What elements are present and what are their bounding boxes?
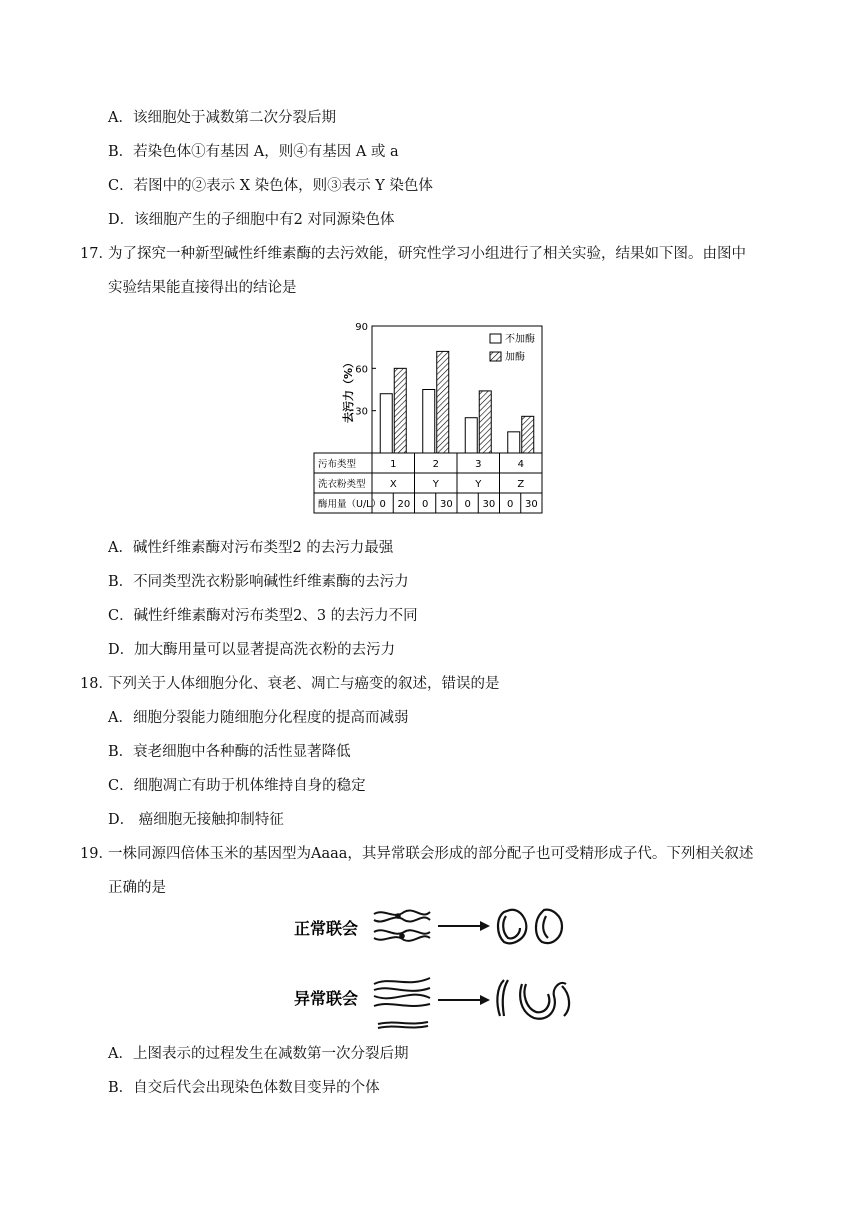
abnormal-synapsis-label: 异常联会	[294, 989, 359, 1008]
table-row-header: 洗衣粉类型	[318, 479, 366, 490]
table-cell: Z	[517, 479, 525, 490]
q19-figure-svg	[290, 900, 590, 1030]
table-row-header: 污布类型	[318, 459, 357, 470]
q16-option-a: A．该细胞处于减数第二次分裂后期	[108, 110, 336, 126]
abnormal-arrow-icon	[438, 995, 490, 1005]
q16-option-d: D．该细胞产生的子细胞中有2 对同源染色体	[108, 212, 395, 228]
q17-option-b: B．不同类型洗衣粉影响碱性纤维素酶的去污力	[108, 574, 409, 590]
table-cell: 2	[432, 459, 439, 470]
table-cell: X	[389, 479, 397, 490]
q17-chart-svg	[312, 318, 548, 518]
q16-option-b: B．若染色体①有基因 A，则④有基因 A 或 a	[108, 144, 399, 160]
table-cell: 0	[464, 499, 471, 510]
table-cell: Y	[432, 479, 439, 490]
q19-number: 19．	[80, 846, 113, 862]
legend-label-enzyme: 加酶	[505, 352, 525, 363]
legend-label-no-enzyme: 不加酶	[505, 334, 535, 345]
q19-option-b: B．自交后代会出现染色体数目变异的个体	[108, 1080, 380, 1096]
normal-chromosomes-drawing	[374, 910, 430, 940]
legend	[490, 332, 535, 363]
q18-number: 18．	[80, 676, 113, 692]
q19-stem-line1: 一株同源四倍体玉米的基因型为Aaaa，其异常联会形成的部分配子也可受精形成子代。下列相关叙述	[108, 846, 754, 862]
q19-stem-line2: 正确的是	[108, 880, 166, 896]
table-cell: Y	[475, 479, 482, 490]
y-tick-label: 30	[355, 406, 368, 418]
table-cell: 30	[482, 499, 496, 510]
q18-option-c: C．细胞凋亡有助于机体维持自身的稳定	[108, 778, 366, 794]
bar-enzyme	[479, 391, 491, 453]
abnormal-chromosomes-drawing	[374, 978, 430, 1028]
y-tick-label: 90	[355, 322, 368, 333]
table-cell: 3	[475, 459, 482, 470]
q18-option-d: D． 癌细胞无接触抑制特征	[108, 812, 284, 828]
table-cell: 30	[525, 499, 538, 510]
q17-table	[314, 453, 542, 513]
table-cell: 30	[440, 499, 453, 510]
q19-figure	[290, 900, 590, 1034]
q18-option-a: A．细胞分裂能力随细胞分化程度的提高而减弱	[108, 710, 409, 726]
y-tick-label: 60	[355, 364, 368, 376]
table-cell: 4	[517, 459, 524, 470]
table-cell: 0	[506, 499, 514, 510]
bars	[380, 351, 534, 453]
q18-option-b: B．衰老细胞中各种酶的活性显著降低	[108, 744, 351, 760]
table-cell: 1	[390, 459, 397, 470]
bar-no-enzyme	[423, 390, 435, 454]
y-axis-ticks	[355, 322, 376, 418]
q18-stem: 下列关于人体细胞分化、衰老、凋亡与癌变的叙述，错误的是	[108, 676, 500, 692]
normal-synapsis-label: 正常联会	[294, 919, 359, 938]
q16-option-c: C．若图中的②表示 X 染色体，则③表示 Y 染色体	[108, 178, 433, 194]
legend-swatch-enzyme	[490, 352, 501, 361]
table-cell: 0	[421, 499, 429, 510]
y-axis-label: 去污力（%）	[342, 356, 355, 424]
bar-no-enzyme	[380, 394, 392, 453]
normal-arrow-icon	[438, 921, 490, 931]
q17-option-d: D．加大酶用量可以显著提高洗衣粉的去污力	[108, 642, 396, 658]
legend-swatch-no-enzyme	[490, 334, 501, 343]
q17-number: 17．	[80, 246, 113, 262]
table-cell: 20	[397, 499, 411, 510]
bar-no-enzyme	[465, 418, 477, 453]
abnormal-configuration-drawing	[497, 980, 569, 1019]
q17-option-c: C．碱性纤维素酶对污布类型2、3 的去污力不同	[108, 608, 418, 624]
table-cell: 0	[379, 499, 386, 510]
q17-stem-line1: 为了探究一种新型碱性纤维素酶的去污效能，研究性学习小组进行了相关实验，结果如下图。由图中	[108, 246, 746, 262]
normal-bivalent-rings-drawing	[498, 910, 562, 944]
table-row-header: 酶用量（U/L）	[318, 499, 381, 510]
q17-chart	[312, 318, 548, 522]
bar-enzyme	[522, 416, 534, 453]
q17-stem-line2: 实验结果能直接得出的结论是	[108, 280, 297, 296]
q19-option-a: A．上图表示的过程发生在减数第一次分裂后期	[108, 1046, 409, 1062]
bar-enzyme	[437, 351, 449, 453]
bar-no-enzyme	[508, 432, 520, 453]
bar-enzyme	[394, 368, 406, 453]
q17-option-a: A．碱性纤维素酶对污布类型2 的去污力最强	[108, 540, 394, 556]
